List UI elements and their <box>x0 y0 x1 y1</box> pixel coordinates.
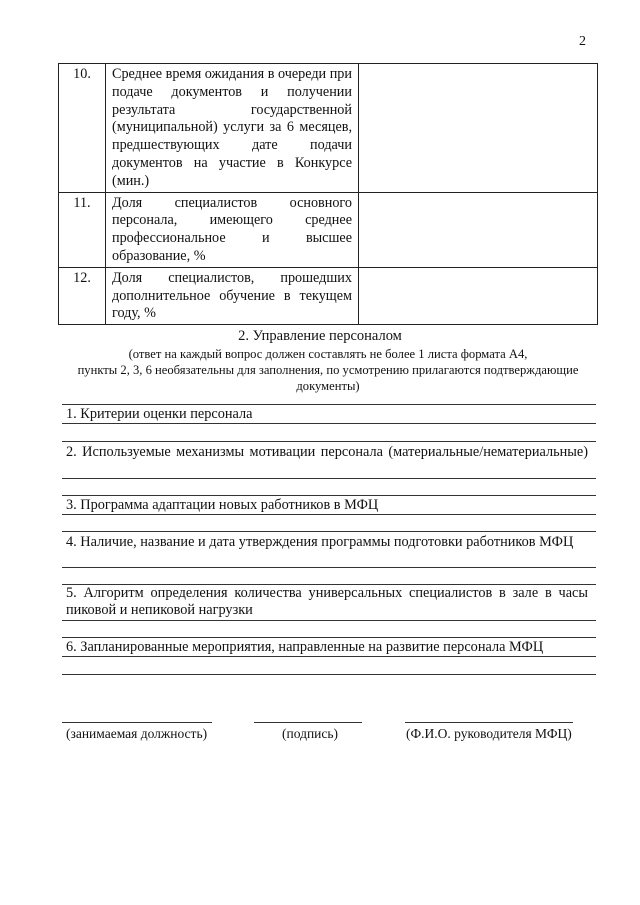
name-label: (Ф.И.О. руководителя МФЦ) <box>406 726 572 741</box>
question-2-text: 2. Используемые механизмы мотивации персонала (материальные/нематериальные) <box>66 444 588 460</box>
answer-line[interactable] <box>62 514 596 515</box>
answer-line[interactable] <box>62 478 596 479</box>
criteria-table <box>58 63 598 325</box>
position-label: (занимаемая должность) <box>66 726 208 741</box>
answer-line[interactable] <box>62 423 596 424</box>
row-description: Доля специалистов, прошедших дополнительное обучение в текущем году, % <box>106 267 359 324</box>
row-number: 12. <box>59 267 106 324</box>
table-row <box>59 192 598 267</box>
question-5: 5. Алгоритм определения количества универсальных специалистов в зале в часы пиковой и непиковой нагрузки <box>66 585 588 618</box>
table-row <box>59 64 598 193</box>
answer-line[interactable] <box>62 656 596 657</box>
answer-line[interactable] <box>62 620 596 621</box>
question-4: 4. Наличие, название и дата утверждения программы подготовки работников МФЦ <box>66 534 574 550</box>
answer-line[interactable] <box>62 637 596 638</box>
answer-line[interactable] <box>62 531 596 532</box>
section-note-line: пункты 2, 3, 6 необязательны для заполнения, по усмотрению прилагаются подтверждающие <box>77 363 579 377</box>
question-1: 1. Критерии оценки персонала <box>66 406 253 422</box>
question-6: 6. Запланированные мероприятия, направленные на развитие персонала МФЦ <box>66 639 544 655</box>
table-row <box>59 267 598 324</box>
page-number: 2 <box>579 34 586 49</box>
section-note <box>58 346 598 394</box>
answer-line[interactable] <box>62 441 596 442</box>
row-description: Среднее время ожидания в очереди при подаче документов и получении результата государственной (муниципальной) услуги за 6 месяцев, предшествующих дате подачи документов на участие в Конкурсе (мин.) <box>106 64 359 193</box>
answer-line[interactable] <box>62 567 596 568</box>
row-value-cell[interactable] <box>359 267 598 324</box>
question-3: 3. Программа адаптации новых работников в МФЦ <box>66 497 379 513</box>
row-value-cell[interactable] <box>359 64 598 193</box>
row-number: 11. <box>59 192 106 267</box>
position-line[interactable] <box>62 722 212 723</box>
answer-line[interactable] <box>62 495 596 496</box>
answer-line[interactable] <box>62 674 596 675</box>
answer-line <box>62 404 596 405</box>
section-note-line: документы) <box>296 379 360 393</box>
name-line[interactable] <box>405 722 573 723</box>
section-title: 2. Управление персоналом <box>238 328 402 344</box>
question-2 <box>66 444 588 461</box>
signature-label: (подпись) <box>282 726 339 741</box>
row-number: 10. <box>59 64 106 193</box>
row-value-cell[interactable] <box>359 192 598 267</box>
signature-line[interactable] <box>254 722 362 723</box>
row-description: Доля специалистов основного персонала, имеющего среднее профессиональное и высшее образование, % <box>106 192 359 267</box>
section-note-line: (ответ на каждый вопрос должен составлять не более 1 листа формата А4, <box>128 347 528 361</box>
